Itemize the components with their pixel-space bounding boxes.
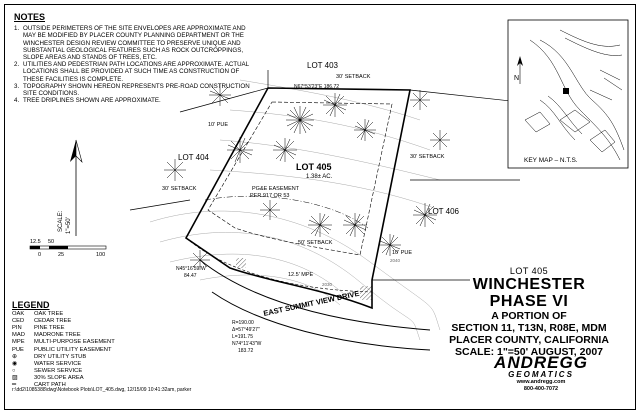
easement-label: PER 917 OR 53 [250, 193, 290, 199]
legend-desc: DRY UTILITY STUB [34, 353, 87, 360]
water-service-icon: ◉ [12, 360, 18, 367]
note-text: UTILITIES AND PEDESTRIAN PATH LOCATIONS ARE APPROXIMATE. ACTUAL LOCATIONS SHALL BE PROVIDED AT SUCH TIME AS CONSTRUCTION OF THESE FACILITIES IS COMPLETE. [23, 61, 249, 83]
bearing-label: N67°53'23"E 186.72 [294, 84, 340, 90]
acreage-label: 1.38± AC. [306, 174, 333, 180]
legend-desc: PUBLIC UTILITY EASEMENT [34, 346, 112, 353]
logo-phone: 800-400-7072 [523, 385, 559, 392]
curve-data: N74°11'43"W [232, 341, 262, 347]
title-scale-date: SCALE: 1"=50' AUGUST, 2007 [454, 346, 603, 358]
key-map-label: KEY MAP – N.T.S. [524, 157, 578, 164]
scale-tick: 25 [58, 252, 65, 258]
legend-desc: 30% SLOPE AREA [34, 374, 84, 381]
curve-data: 183.72 [238, 348, 254, 354]
setback-label: 30' SETBACK [336, 74, 371, 80]
scale-tick: 100 [96, 252, 106, 258]
setback-label: 30' SETBACK [162, 186, 197, 192]
title-section: SECTION 11, T13N, R08E, MDM [451, 322, 607, 334]
contour-label: 2040 [390, 258, 401, 263]
legend-desc: WATER SERVICE [34, 360, 82, 367]
lot-403-label: LOT 403 [307, 61, 338, 70]
pue-label: 10' PUE [208, 122, 229, 128]
andregg-logo [486, 354, 596, 392]
scale-tick: 0 [38, 252, 42, 258]
legend-desc: CART PATH [34, 382, 66, 389]
legend-desc: CEDAR TREE [34, 318, 72, 325]
file-path: r:\dd2\1085388\dwg\Notebook Plots\LOT_405.dwg, 12/15/09 10:41:32am, parker [12, 387, 192, 393]
setback-label: 30' SETBACK [410, 154, 445, 160]
scale-tick: 12.5 [30, 239, 41, 245]
pue-label: 10' PUE [392, 250, 413, 256]
bearing-label: N45°16'59"W [176, 266, 206, 272]
title-portion: A PORTION OF [491, 310, 567, 322]
lot-404-label: LOT 404 [178, 153, 209, 162]
legend-abbr: PUE [12, 346, 24, 353]
legend-desc: OAK TREE [34, 311, 64, 318]
cart-path-icon: ═ [12, 382, 17, 389]
title-county: PLACER COUNTY, CALIFORNIA [449, 334, 609, 346]
key-map-north: N [514, 75, 520, 82]
note-text: TREE DRIPLINES SHOWN ARE APPROXIMATE. [23, 97, 161, 105]
note-number: 3. [14, 82, 20, 90]
lot-406-label: LOT 406 [428, 207, 459, 216]
setback-label: 50' SETBACK [298, 240, 333, 246]
key-map [508, 20, 628, 168]
slope-area-icon: ▨ [12, 374, 18, 381]
logo-sub: GEOMATICS [508, 370, 574, 379]
scale-tick: 50 [48, 239, 55, 245]
street-name: EAST SUMMIT VIEW DRIVE [262, 288, 361, 318]
note-text: OUTSIDE PERIMETERS OF THE SITE ENVELOPES ARE APPROXIMATE AND MAY BE MODIFIED BY PLACER COUNTY PLANNING DEPARTMENT OR THE WINCHESTER DESIGN REVIEW COMMITTEE TO PRESERVE UNIQUE AND SUBSTANTIAL GEOLOGICAL FEATURES SUCH AS ROCK OUTCROPPINGS, SLOPE AREAS AND STANDS OF TREES, ETC. [23, 25, 246, 62]
legend-abbr: PIN [12, 325, 22, 332]
title-phase: PHASE VI [489, 293, 569, 310]
logo-name: ANDREGG [494, 353, 588, 372]
lot-405-label: LOT 405 [296, 162, 332, 172]
pge-easement [205, 196, 368, 228]
note-number: 1. [14, 25, 20, 33]
easement-label: PG&E EASEMENT [252, 186, 300, 192]
utility-stub-icon: ⊕ [12, 353, 17, 360]
sewer-service-icon: ○ [12, 367, 16, 374]
scale-label: SCALE: [58, 210, 64, 232]
note-text: TOPOGRAPHY SHOWN HEREON REPRESENTS PRE-ROAD CONSTRUCTION SITE CONDITIONS. [23, 82, 250, 98]
title-subdivision: WINCHESTER [472, 276, 586, 293]
legend-desc: MULTI-PURPOSE EASEMENT [34, 339, 115, 346]
legend-abbr: MPE [12, 339, 25, 346]
title-lot: LOT 405 [509, 266, 549, 276]
legend-abbr: OAK [12, 311, 25, 318]
logo-web: www.andregg.com [516, 379, 566, 385]
mpe-label: 12.5' MPE [288, 272, 314, 278]
title-block [426, 266, 632, 358]
curve-data: L=191.75 [232, 334, 253, 340]
note-number: 4. [14, 97, 20, 105]
contour-lines [150, 80, 440, 340]
legend-abbr: MAD [12, 332, 25, 339]
legend-desc: PINE TREE [34, 325, 65, 332]
legend-desc: MADRONE TREE [34, 332, 81, 339]
curve-data: R=190.00 [232, 320, 254, 326]
contour-label: 2030 [322, 282, 333, 287]
legend-desc: SEWER SERVICE [34, 367, 83, 374]
curve-data: Δ=57°49'27" [232, 327, 260, 333]
notes-title: NOTES [14, 12, 46, 22]
scale-ratio: 1"=50' [66, 217, 72, 234]
note-number: 2. [14, 61, 20, 69]
legend-title: LEGEND [12, 300, 50, 310]
bearing-label: 84.47 [184, 273, 197, 279]
legend-abbr: CED [12, 318, 25, 325]
